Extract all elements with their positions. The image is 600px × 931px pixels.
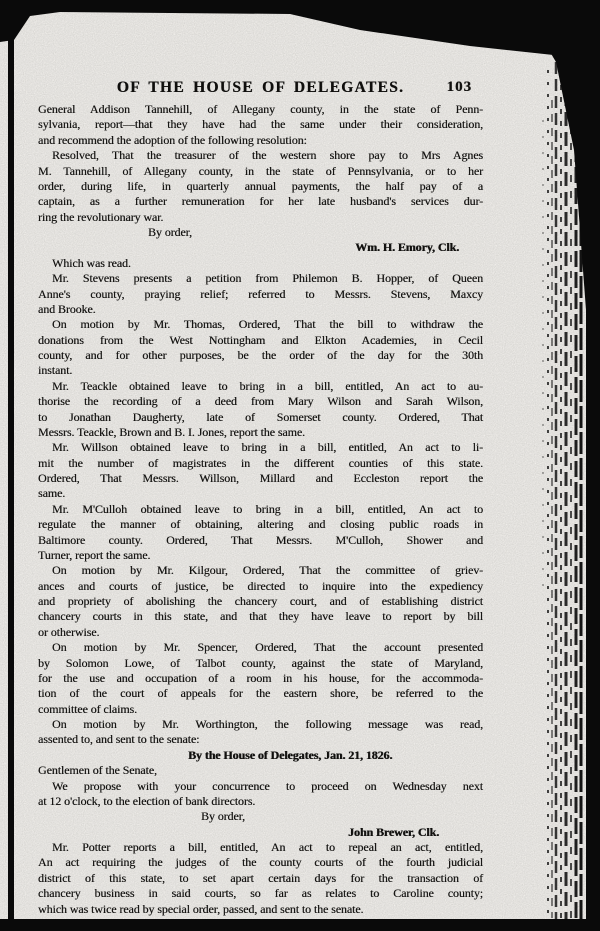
text-line: assented to, and sent to the senate: bbox=[38, 732, 200, 747]
text-line: On motion by Mr. Kilgour, Ordered, That the committee of griev- bbox=[52, 563, 483, 578]
text-line: Turner, report the same. bbox=[38, 547, 151, 562]
text-line: Anne's county, praying relief; referred to Messrs. Stevens, Maxcy bbox=[38, 286, 483, 301]
text-line: Mr. Stevens presents a petition from Philemon B. Hopper, of Queen bbox=[52, 271, 483, 286]
paragraph bbox=[38, 840, 483, 917]
text-line: Baltimore county. Ordered, That Messrs. M'Culloh, Shower and bbox=[38, 532, 483, 547]
text-line: to Jonathan Daugherty, late of Somerset county. Ordered, That bbox=[38, 409, 483, 424]
paragraph bbox=[201, 809, 483, 824]
text-line: An act requiring the judges of the county courts of the fourth judicial bbox=[38, 855, 483, 870]
paragraph bbox=[38, 256, 483, 271]
text-line: Messrs. Teackle, Brown and B. I. Jones, report the same. bbox=[38, 424, 305, 439]
text-line: General Addison Tannehill, of Allegany county, in the state of Penn- bbox=[38, 102, 483, 116]
text-line: By the House of Delegates, Jan. 21, 1826. bbox=[188, 747, 393, 762]
text-line: by Solomon Lowe, of Talbot county, against the state of Maryland, bbox=[38, 655, 483, 670]
text-line: John Brewer, Clk. bbox=[348, 824, 439, 839]
text-line: committee of claims. bbox=[38, 701, 137, 716]
text-line: same. bbox=[38, 486, 66, 501]
text-line: Resolved, That the treasurer of the western shore pay to Mrs Agnes bbox=[52, 148, 483, 163]
text-line: We propose with your concurrence to proceed on Wednesday next bbox=[52, 778, 483, 793]
text-line: Gentlemen of the Senate, bbox=[38, 763, 157, 778]
text-line: On motion by Mr. Thomas, Ordered, That the bill to withdraw the bbox=[52, 317, 483, 332]
text-line: chancery business in said courts, so far as relates to Caroline county; bbox=[38, 886, 483, 901]
paragraph bbox=[38, 717, 483, 748]
text-line: for the use and occupation of a room in his house, for the accommoda- bbox=[38, 670, 483, 685]
text-line: mit the number of magistrates in the different counties of this state. bbox=[38, 455, 483, 470]
paragraph bbox=[38, 563, 483, 640]
text-line: ances and courts of justice, be directed to inquire into the expediency bbox=[38, 578, 483, 593]
paragraph bbox=[38, 102, 483, 148]
paragraph bbox=[188, 748, 483, 763]
text-line: Mr. Potter reports a bill, entitled, An act to repeal an act, entitled, bbox=[52, 840, 483, 854]
page-header bbox=[38, 79, 483, 101]
paragraph bbox=[38, 763, 483, 778]
text-line: chancery courts in this state, and that they have leave to report by bill bbox=[38, 609, 483, 624]
paragraph bbox=[38, 317, 483, 379]
paragraph bbox=[38, 440, 483, 502]
text-line: Mr. M'Culloh obtained leave to bring in a bill, entitled, An act to bbox=[52, 501, 483, 516]
text-line: By order, bbox=[148, 225, 192, 239]
paragraph bbox=[38, 502, 483, 564]
text-line: captain, as a further remuneration for her late husband's services dur- bbox=[38, 194, 483, 209]
text-line: thorise the recording of a deed from Mary Wilson and Sarah Wilson, bbox=[38, 394, 483, 409]
text-line: county, and for other purposes, be the order of the day for the 30th bbox=[38, 348, 483, 362]
text-line: On motion by Mr. Worthington, the following message was read, bbox=[52, 717, 483, 731]
text-line: ring the revolutionary war. bbox=[38, 209, 164, 224]
text-line: order, during life, in quarterly annual payments, the half pay of a bbox=[38, 178, 483, 193]
text-line: Mr. Willson obtained leave to bring in a bill, entitled, An act to li- bbox=[52, 440, 483, 455]
paragraph bbox=[148, 225, 483, 240]
text-line: Ordered, That Messrs. Willson, Millard and Eccleston report the bbox=[38, 471, 483, 485]
text-line: donations from the West Nottingham and Elkton Academies, in Cecil bbox=[38, 332, 483, 347]
text-line: Wm. H. Emory, Clk. bbox=[355, 240, 459, 255]
text-line: instant. bbox=[38, 363, 73, 378]
text-line: and propriety of abolishing the chancery court, and of establishing district bbox=[38, 594, 483, 608]
text-line: which was twice read by special order, passed, and sent to the senate. bbox=[38, 901, 364, 916]
text-line: Mr. Teackle obtained leave to bring in a bill, entitled, An act to au- bbox=[52, 378, 483, 393]
text-line: tion of the court of appeals for the eastern shore, be referred to the bbox=[38, 686, 483, 701]
text-line: and recommend the adoption of the following resolution: bbox=[38, 132, 307, 147]
paragraph bbox=[38, 240, 483, 255]
document-body bbox=[38, 102, 483, 917]
paragraph bbox=[38, 825, 483, 840]
text-line: at 12 o'clock, to the election of bank directors. bbox=[38, 793, 256, 808]
paragraph bbox=[38, 379, 483, 441]
text-line: sylvania, report—that they have had the same under their consideration, bbox=[38, 117, 483, 132]
paragraph bbox=[38, 148, 483, 225]
paragraph bbox=[38, 779, 483, 810]
page-title: OF THE HOUSE OF DELEGATES. bbox=[116, 79, 405, 96]
text-line: regulate the manner of obtaining, altering and closing public roads in bbox=[38, 517, 483, 532]
text-line: and Brooke. bbox=[38, 301, 96, 316]
text-line: Which was read. bbox=[52, 255, 131, 270]
text-line: By order, bbox=[201, 809, 245, 824]
page-number: 103 bbox=[446, 79, 472, 95]
text-line: district of this state, to set apart certain days for the transaction of bbox=[38, 870, 483, 885]
paragraph bbox=[38, 640, 483, 717]
text-line: On motion by Mr. Spencer, Ordered, That the account presented bbox=[52, 640, 483, 655]
text-line: or otherwise. bbox=[38, 624, 100, 639]
paragraph bbox=[38, 271, 483, 317]
text-line: M. Tannehill, of Allegany county, in the state of Pennsylvania, or to her bbox=[38, 163, 483, 178]
